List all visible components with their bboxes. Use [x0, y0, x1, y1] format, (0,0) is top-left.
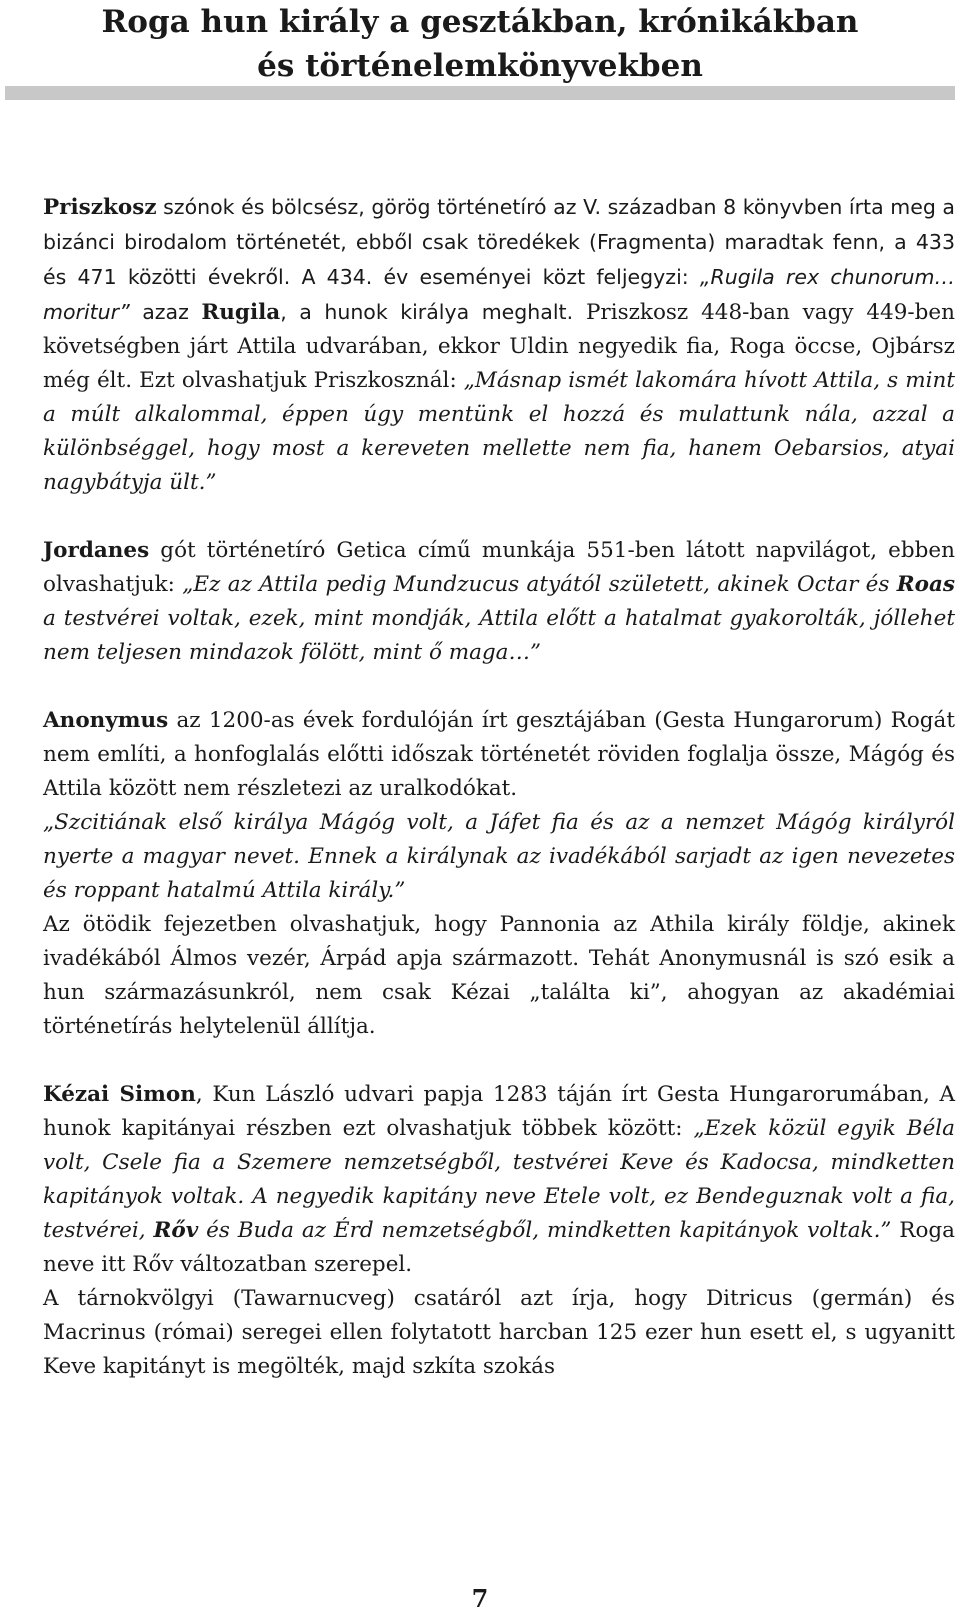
title-divider	[5, 86, 955, 100]
quote: „Ez az Attila pedig Mundzucus atyától született, akinek Octar és	[182, 572, 897, 597]
paragraph-jordanes	[7, 534, 955, 670]
title-line-1: Roga hun király a gesztákban, krónikákban	[101, 4, 859, 40]
text: szónok és bölcsész, görög történetíró az V. században 8 könyvben írta meg a bizánci birodalom történetét, ebből csak töredékek (Fragmenta) maradtak fenn, a 433 és 471 közötti évekről. A 434. év eseményei közt feljegyzi:	[43, 195, 955, 289]
name-jordanes: Jordanes	[43, 538, 150, 563]
paragraph-kezai-2: A tárnokvölgyi (Tawarnucveg) csatáról azt írja, hogy Ditricus (germán) és Macrinus (római) seregei ellen folytatott harcban 125 ezer hun esett el, s ugyanitt Keve kapitányt is megölték, majd szkíta szokás	[43, 1286, 955, 1379]
article-body	[7, 190, 955, 1384]
paragraph-priszkosz	[7, 190, 955, 500]
name-roas: Roas	[896, 572, 955, 597]
name-anonymus: Anonymus	[43, 708, 169, 733]
text: gót történetíró Getica című munkája 551-ben látott napvilágot, ebben olvashatjuk:	[43, 538, 955, 597]
quote: „Ezek közül egyik Béla volt, Csele fia a Szemere nemzetségből, testvérei Keve és Kadocsa, mindketten kapitányok voltak. A negyedik kapitány neve Etele volt, ez Bendeguznak volt a fia, testvérei,	[43, 1116, 955, 1243]
page-title	[0, 0, 960, 88]
text: , Kun László udvari papja 1283 táján írt Gesta Hungarorumában, A hunok kapitányai részben ezt olvashatjuk többek között:	[43, 1082, 955, 1141]
name-rugila: Rugila	[201, 300, 281, 325]
text: Priszkosz 448-ban vagy 449-ben követségben járt Attila udvarában, ekkor Uldin negyedik fia, Roga öccse, Ojbársz még élt. Ezt olvashatjuk Priszkosznál:	[43, 300, 955, 393]
quote: „Másnap ismét lakomára hívott Attila, s mint a múlt alkalommal, éppen úgy mentünk el hozzá és mulattunk nála, azzal a különbséggel, hogy most a kereveten mellette nem fia, hanem Oebarsios, atyai nagybátyja ült.”	[43, 368, 955, 495]
quote: a testvérei voltak, ezek, mint mondják, Attila előtt a hatalmat gyakorolták, jóllehet nem teljesen mindazok fölött, mint ő maga…”	[43, 606, 955, 665]
quote: és Buda az Érd nemzetségből, mindketten kapitányok voltak.”	[198, 1218, 892, 1243]
text: , a hunok királya meghalt.	[280, 300, 574, 324]
quote-anonymus: „Szcitiának első királya Mágóg volt, a Jáfet fia és az a nemzet Mágóg királyról nyerte a magyar nevet. Ennek a királynak az ivadékából sarjadt az igen nevezetes és roppant hatalmú Attila király.”	[43, 810, 955, 903]
name-rov: Rőv	[153, 1218, 199, 1243]
text: az 1200-as évek fordulóján írt gesztájában (Gesta Hungarorum) Rogát nem említi, a honfoglalás előtti időszak történetét röviden foglalja össze, Mágóg és Attila között nem részletezi az uralkodókat.	[43, 708, 955, 801]
paragraph-anonymus-2: Az ötödik fejezetben olvashatjuk, hogy Pannonia az Athila király földje, akinek ivadékából Álmos vezér, Árpád apja származott. Tehát Anonymusnál is szó esik a hun származásunkról, nem csak Kézai „találta ki”, ahogyan az akadémiai történetírás helytelenül állítja.	[43, 912, 955, 1039]
title-line-2: és történelemkönyvekben	[257, 48, 703, 84]
page-number: 7	[471, 1584, 489, 1613]
quote: „Rugila rex chunorum…moritur”	[43, 265, 955, 324]
text: azaz	[129, 300, 202, 324]
name-kezai: Kézai Simon	[43, 1082, 196, 1107]
name-priszkosz: Priszkosz	[43, 195, 157, 220]
paragraph-anonymus	[7, 704, 955, 806]
text: Roga neve itt Rőv változatban szerepel.	[43, 1218, 956, 1277]
paragraph-kezai	[7, 1078, 955, 1282]
